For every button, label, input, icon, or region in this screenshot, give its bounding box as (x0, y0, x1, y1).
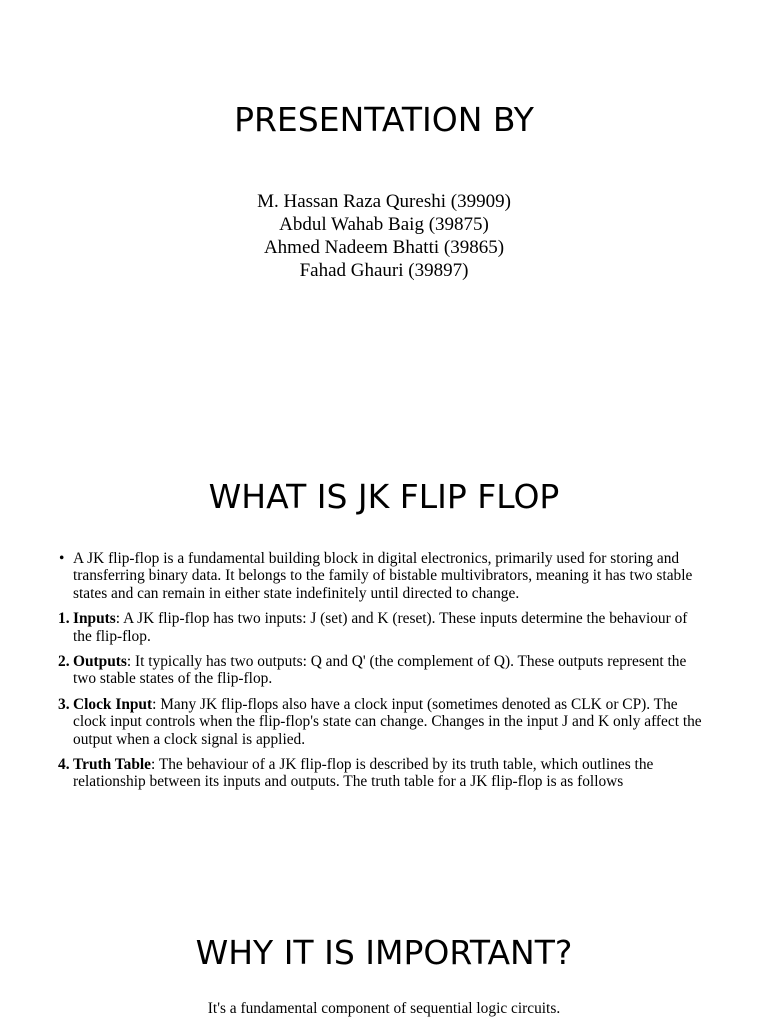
slide-title-why-it-is-important: WHY IT IS IMPORTANT? (195, 933, 573, 972)
slide-title-what-is-jk-flip-flop: WHAT IS JK FLIP FLOP (208, 477, 560, 516)
jk-flip-flop-description (58, 550, 708, 799)
list-item-clock-input (58, 696, 708, 748)
list-item-outputs (58, 653, 708, 688)
list-text: : The behaviour of a JK flip-flop is described by its truth table, which outlines the relationship between its inputs and outputs. The truth table for a JK flip-flop is as follows (73, 756, 654, 791)
list-number: 3. (58, 695, 70, 713)
list-number: 1. (58, 610, 70, 628)
author-name: Fahad Ghauri (39897) (299, 260, 469, 281)
list-term: Truth Table (73, 756, 151, 774)
list-term: Clock Input (73, 695, 153, 713)
author-list (0, 190, 768, 282)
list-item-inputs (58, 610, 708, 645)
intro-text: A JK flip-flop is a fundamental building block in digital electronics, primarily used for storing and transferring binary data. It belongs to the family of bistable multivibrators, meaning it has two stable states and can remain in either state indefinitely until directed to change. (73, 550, 693, 602)
list-item-truth-table (58, 756, 708, 791)
list-text: : Many JK flip-flops also have a clock input (sometimes denoted as CLK or CP). The clock input controls when the flip-flop's state can change. Changes in the input J and K only affect the output when a clock signal is applied. (73, 695, 702, 748)
list-number: 4. (58, 756, 70, 774)
list-number: 2. (58, 653, 70, 671)
author-name: M. Hassan Raza Qureshi (39909) (257, 191, 511, 212)
list-term: Inputs (73, 610, 116, 628)
list-term: Outputs (73, 653, 127, 671)
list-text: : A JK flip-flop has two inputs: J (set) and K (reset). These inputs determine the behaviour of the flip-flop. (73, 610, 688, 645)
list-text: : It typically has two outputs: Q and Q' (the complement of Q). These outputs represent the two stable states of the flip-flop. (73, 653, 687, 688)
bullet-icon: • (59, 550, 65, 567)
slide-title-presentation-by: PRESENTATION BY (234, 100, 534, 139)
importance-text: It's a fundamental component of sequential logic circuits. (207, 1000, 561, 1017)
author-name: Abdul Wahab Baig (39875) (279, 214, 489, 235)
author-name: Ahmed Nadeem Bhatti (39865) (263, 237, 505, 258)
intro-bullet-item (58, 550, 708, 602)
